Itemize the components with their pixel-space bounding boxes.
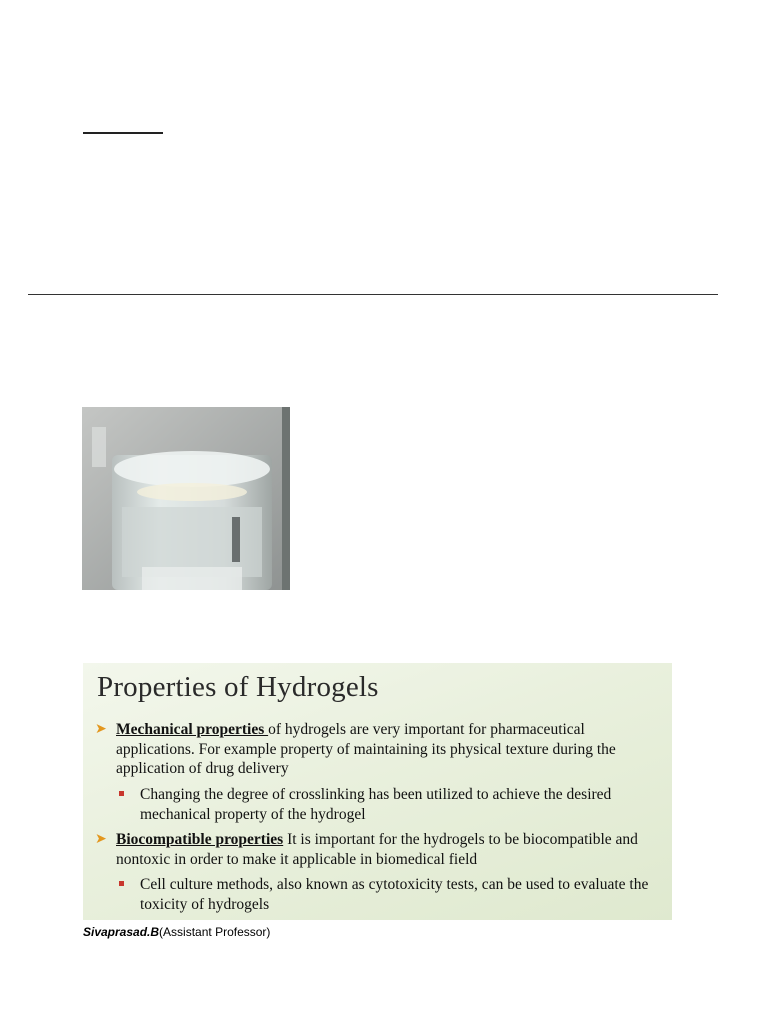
bullet-biocompatible [95,830,655,869]
bullet-text: of hydrogels are very important for pharmaceutical applications. For example property of maintaining its physical texture during the application of drug delivery [116,721,616,777]
author-name: Sivaprasad.B [83,925,160,939]
vial-illustration [82,407,290,590]
sub-bullet-cytotoxicity [119,875,659,914]
author-footer [83,925,270,939]
slide-image [83,663,672,920]
slide-title: Properties of Hydrogels [97,671,379,703]
bullet-text: It is important for the hydrogels to be biocompatible and nontoxic in order to make it applicable in biomedical field [116,831,638,868]
arrow-bullet-icon: ➤ [95,832,107,847]
bullet-label: Mechanical properties [116,721,269,738]
bullet-label: Biocompatible properties [116,831,284,848]
bullet-mechanical [95,720,655,779]
horizontal-divider [28,294,718,295]
sub-bullet-crosslinking [119,785,659,824]
short-rule [83,132,163,134]
author-role: (Assistant Professor) [159,925,271,939]
square-bullet-icon [119,791,124,796]
sub-bullet-text: Cell culture methods, also known as cytotoxicity tests, can be used to evaluate the toxicity of hydrogels [140,876,649,913]
square-bullet-icon [119,881,124,886]
arrow-bullet-icon: ➤ [95,722,107,737]
sub-bullet-text: Changing the degree of crosslinking has been utilized to achieve the desired mechanical property of the hydrogel [140,786,612,823]
hydrogel-vial-photo [82,407,290,590]
